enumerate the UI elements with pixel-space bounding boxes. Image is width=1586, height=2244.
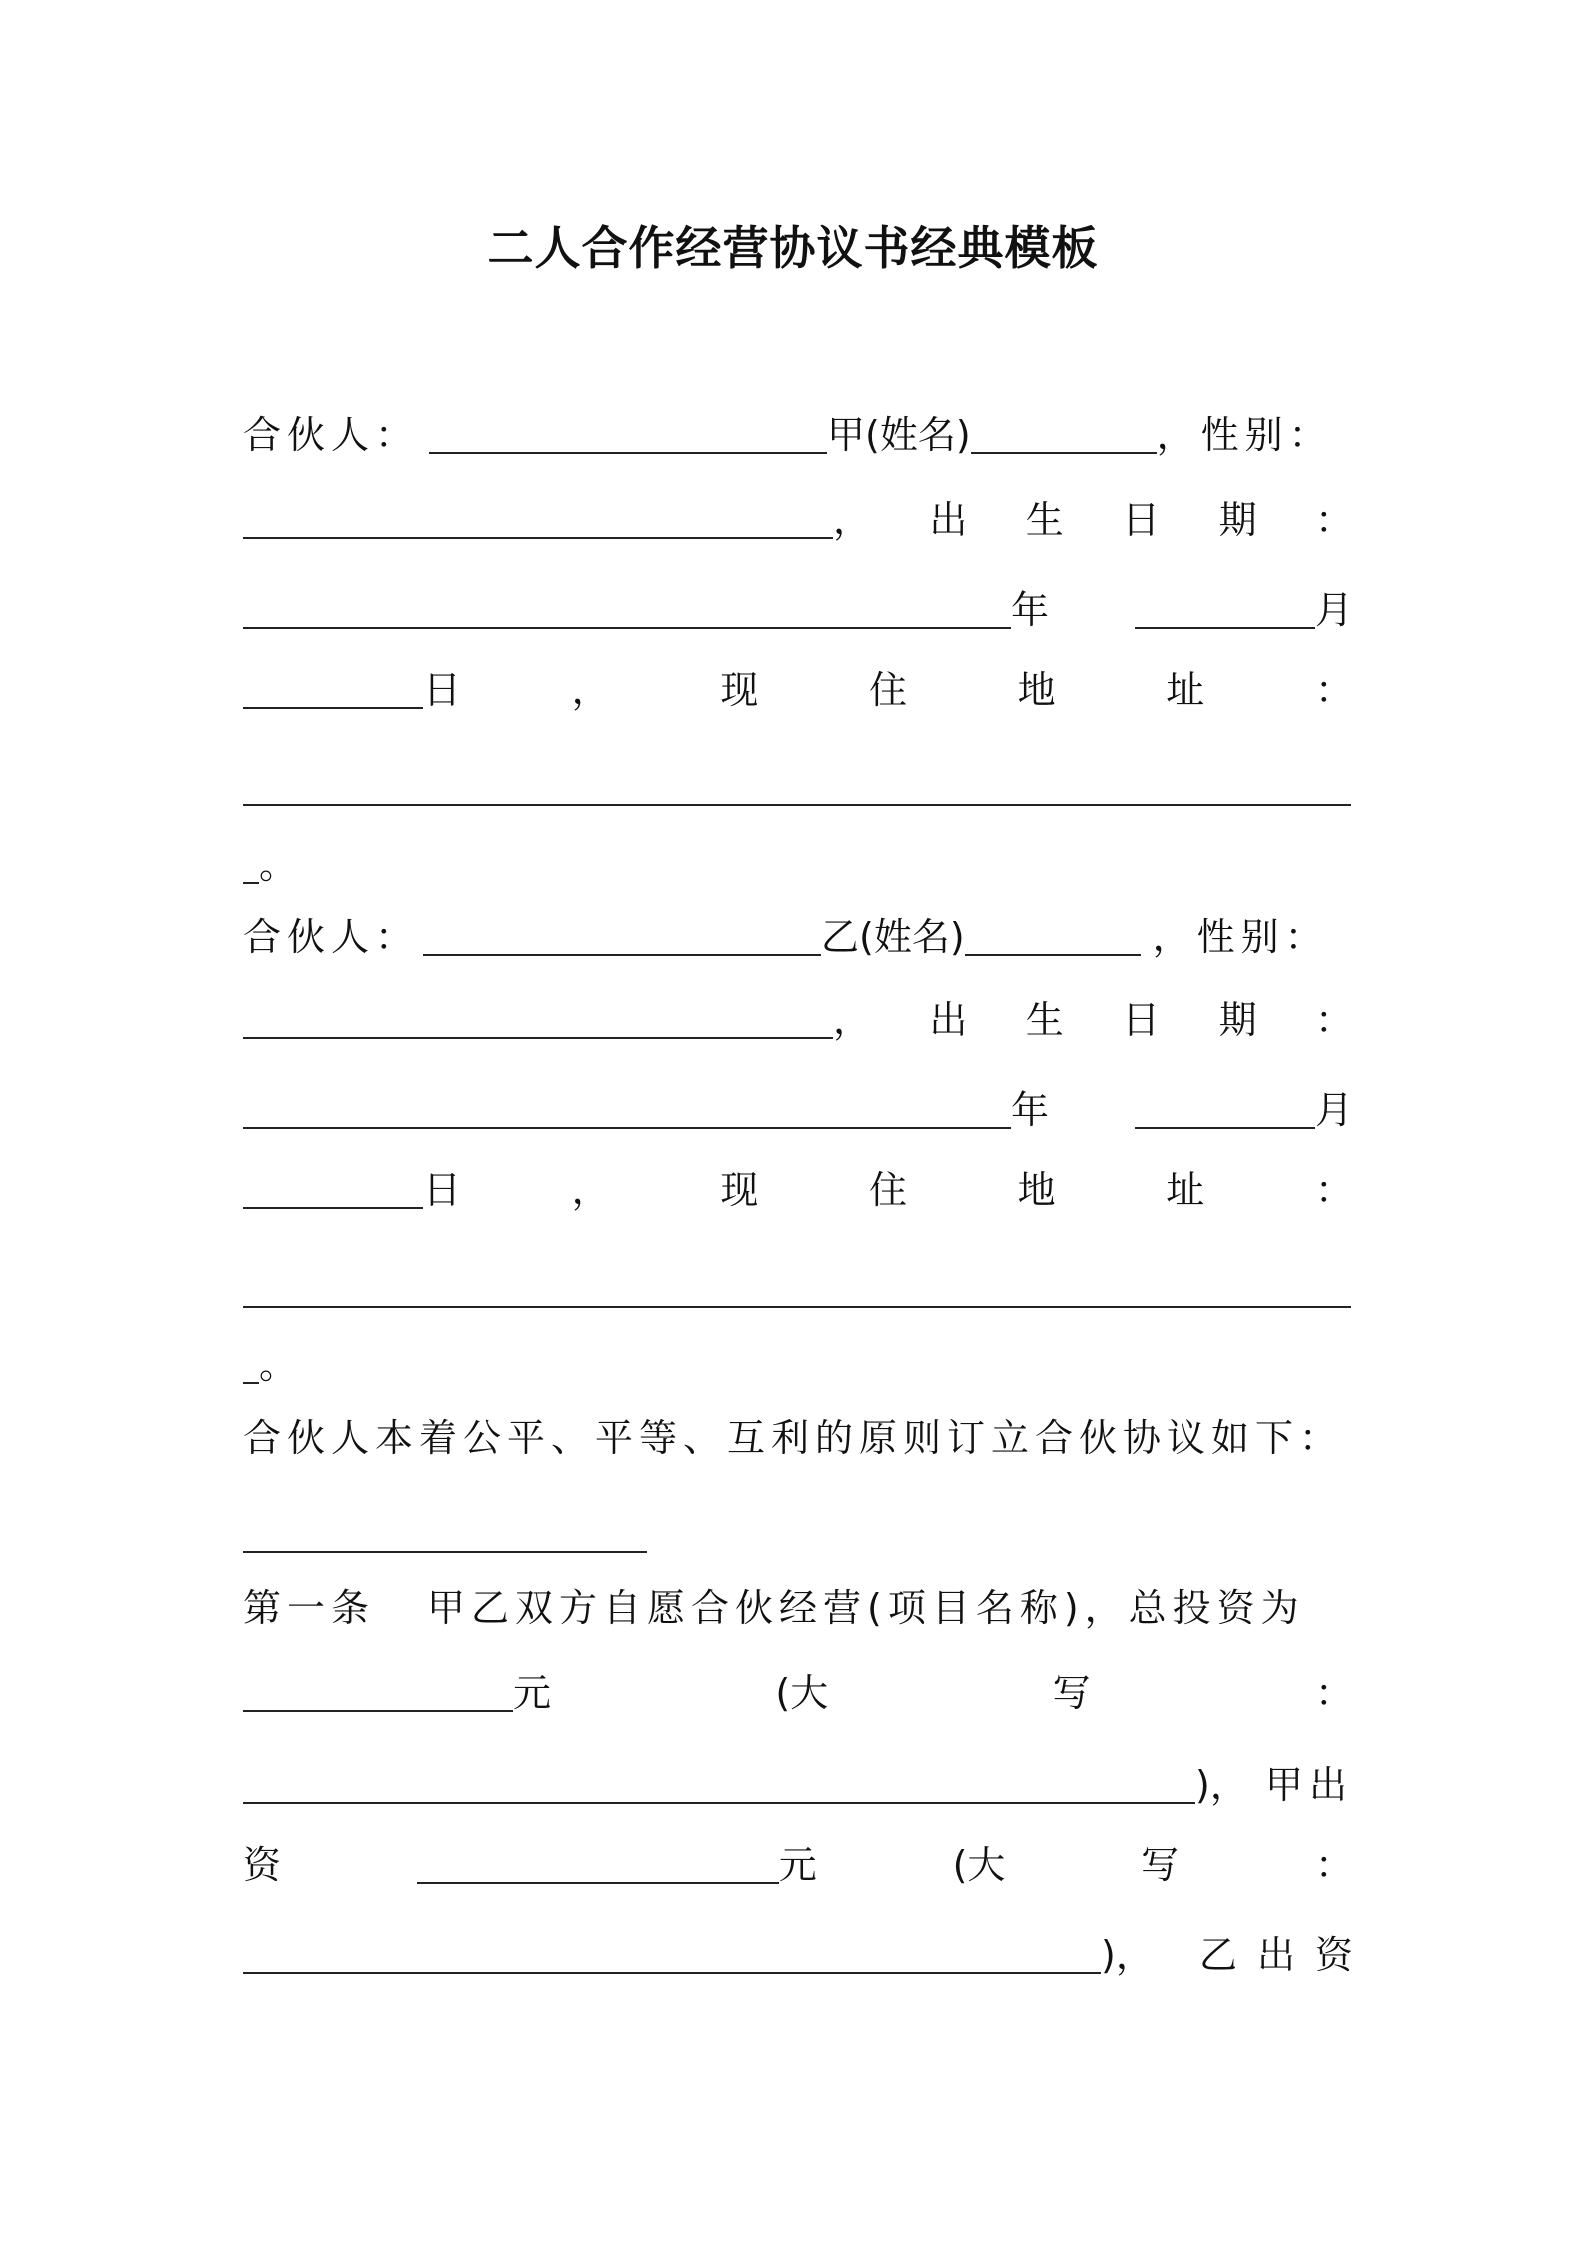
month-label: 月 bbox=[1314, 1088, 1353, 1132]
partner-a-line-4 bbox=[243, 665, 1353, 715]
text-char: 日 bbox=[1122, 498, 1161, 542]
article-1-line-4 bbox=[243, 1840, 1353, 1890]
partner-label: 合伙人： bbox=[243, 915, 420, 959]
article-1-line-2 bbox=[243, 1668, 1353, 1718]
partner-a-line-5 bbox=[243, 768, 1353, 812]
text-char: 址 bbox=[1166, 1168, 1205, 1212]
article-1-line-5 bbox=[243, 1930, 1373, 1980]
partner-b-line-4 bbox=[243, 1165, 1353, 1215]
document-title: 二人合作经营协议书经典模板 bbox=[487, 221, 1099, 275]
partner-a-line-3 bbox=[243, 585, 1353, 635]
blank-field[interactable] bbox=[243, 1936, 1101, 1974]
partner-b-line-3 bbox=[243, 1085, 1353, 1135]
partner-b-line-5 bbox=[243, 1270, 1353, 1314]
principle-line bbox=[243, 1413, 1353, 1463]
text-char: 乙出资 bbox=[1198, 1933, 1373, 1977]
text-char: 期 bbox=[1218, 498, 1257, 542]
blank-field[interactable] bbox=[243, 1171, 423, 1209]
text-char: (大 bbox=[775, 1671, 829, 1715]
blank-field[interactable] bbox=[243, 1766, 1195, 1804]
blank-field[interactable] bbox=[243, 1346, 259, 1384]
comma: ， bbox=[571, 1168, 610, 1212]
text-char: 地 bbox=[1017, 1168, 1056, 1212]
colon: ： bbox=[1314, 1843, 1353, 1887]
address-blank-field[interactable] bbox=[243, 1270, 1351, 1308]
text-char: 期 bbox=[1218, 998, 1257, 1042]
colon: ： bbox=[1314, 998, 1353, 1042]
colon: ： bbox=[1314, 668, 1353, 712]
name-label: 甲(姓名) bbox=[827, 413, 971, 457]
yuan-label: 元 bbox=[513, 1671, 552, 1715]
day-label: 日 bbox=[423, 1168, 462, 1212]
blank-field[interactable] bbox=[417, 1846, 779, 1884]
blank-field[interactable] bbox=[243, 846, 259, 884]
blank-field[interactable] bbox=[429, 416, 827, 454]
partner-a-line-2 bbox=[243, 495, 1353, 545]
article-1-line-1 bbox=[243, 1583, 1353, 1633]
address-blank-field[interactable] bbox=[243, 768, 1351, 806]
blank-field[interactable] bbox=[243, 671, 423, 709]
day-label: 日 bbox=[423, 668, 462, 712]
principle-blank-line bbox=[243, 1515, 1353, 1559]
yuan-label: 元 bbox=[778, 1843, 817, 1887]
principle-text: 合伙人本着公平、平等、互利的原则订立合伙协议如下： bbox=[243, 1416, 1344, 1460]
text-char: 生 bbox=[1025, 998, 1064, 1042]
article-text: 甲乙双方自愿合伙经营(项目名称)，总投资为 bbox=[427, 1586, 1305, 1630]
year-label: 年 bbox=[1011, 588, 1050, 632]
partner-b-line-2 bbox=[243, 995, 1353, 1045]
blank-field[interactable] bbox=[1135, 591, 1315, 629]
text-char: 址 bbox=[1166, 668, 1205, 712]
blank-field[interactable] bbox=[243, 501, 833, 539]
text-char: 甲出 bbox=[1264, 1763, 1353, 1807]
text-char: 写 bbox=[1052, 1671, 1091, 1715]
text-char: 出 bbox=[929, 498, 968, 542]
blank-field[interactable] bbox=[243, 1001, 833, 1039]
partner-label: 合伙人： bbox=[243, 413, 420, 457]
comma: ， bbox=[833, 498, 872, 542]
blank-field[interactable] bbox=[243, 591, 1011, 629]
blank-field[interactable] bbox=[243, 1091, 1011, 1129]
text-char: 写 bbox=[1141, 1843, 1180, 1887]
blank-field[interactable] bbox=[965, 918, 1141, 956]
colon: ： bbox=[1314, 1168, 1353, 1212]
text-char: 生 bbox=[1025, 498, 1064, 542]
blank-field[interactable] bbox=[971, 416, 1157, 454]
comma: ， bbox=[833, 998, 872, 1042]
blank-field[interactable] bbox=[1135, 1091, 1315, 1129]
period: 。 bbox=[259, 1343, 298, 1387]
text-char: 出 bbox=[929, 998, 968, 1042]
article-number: 第一条 bbox=[243, 1586, 376, 1630]
period: 。 bbox=[259, 843, 298, 887]
colon: ： bbox=[1314, 498, 1353, 542]
name-label: 乙(姓名) bbox=[821, 915, 965, 959]
text-char: 住 bbox=[868, 668, 907, 712]
text-char: (大 bbox=[952, 1843, 1006, 1887]
text-char: 资 bbox=[243, 1843, 282, 1887]
month-label: 月 bbox=[1314, 588, 1353, 632]
paren-comma: )， bbox=[1195, 1763, 1248, 1807]
gender-label: ，性别： bbox=[1156, 413, 1333, 457]
text-char: 现 bbox=[720, 668, 759, 712]
blank-field[interactable] bbox=[423, 918, 821, 956]
text-char: 现 bbox=[720, 1168, 759, 1212]
partner-b-line-6 bbox=[243, 1340, 1353, 1390]
article-1-line-3 bbox=[243, 1760, 1353, 1810]
blank-field[interactable] bbox=[243, 1515, 647, 1553]
blank-field[interactable] bbox=[243, 1674, 513, 1712]
gender-label: ，性别： bbox=[1152, 915, 1329, 959]
partner-b-line-1 bbox=[243, 912, 1353, 962]
year-label: 年 bbox=[1011, 1088, 1050, 1132]
partner-a-line-1 bbox=[243, 410, 1353, 460]
text-char: 日 bbox=[1122, 998, 1161, 1042]
colon: ： bbox=[1314, 1671, 1353, 1715]
comma: ， bbox=[571, 668, 610, 712]
partner-a-line-6 bbox=[243, 840, 1353, 890]
paren-comma: )， bbox=[1101, 1933, 1154, 1977]
text-char: 地 bbox=[1017, 668, 1056, 712]
text-char: 住 bbox=[868, 1168, 907, 1212]
